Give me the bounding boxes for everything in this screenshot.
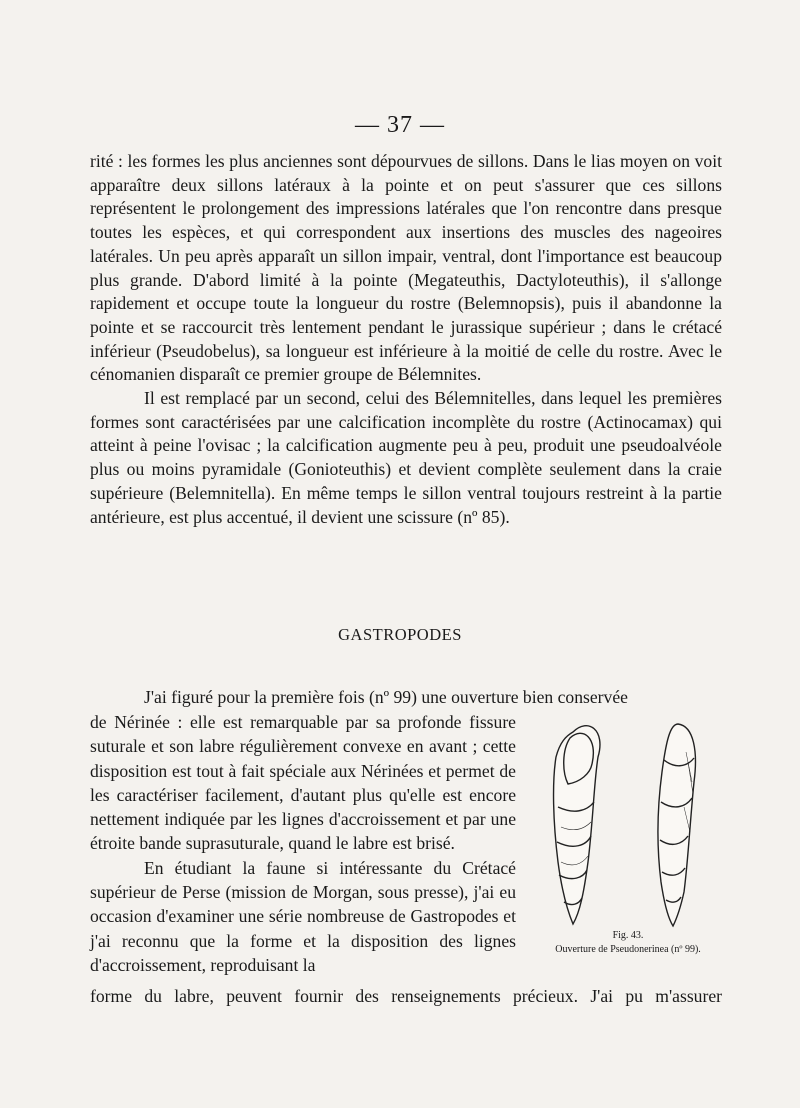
- section-heading-gastropodes: GASTROPODES: [338, 625, 462, 644]
- figure-label: Fig. 43.: [612, 930, 644, 941]
- paragraph-belemnitelles: Il est remplacé par un second, celui des Bélemnitelles, dans lequel les premières formes sont caractérisées par une calcification incomplète du rostre (Actinocamax) qui atteint à peine l'ovisac ; la calcification augmente peu à peu, produit une pseudoalvéole plus ou moins pyramidale (Gonioteuthis) et devient complète seulement dans la craie supérieure (Belemnitella). En même temps le sillon ventral toujours restreint à la partie antérieure, est plus accentué, il devient une scissure (nº 85).: [90, 388, 722, 527]
- paragraph-belemnites-sillons: rité : les formes les plus anciennes sont dépourvues de sillons. Dans le lias moyen on voit apparaître deux sillons latéraux à la pointe et on peut s'assurer que ces sillons représentent le prolongement des impressions latérales que l'on rencontre dans presque toutes les espèces, et qui correspondent aux insertions des muscles des nageoires latérales. Un peu après apparaît un sillon impair, ventral, dont l'importance est beaucoup plus grande. D'abord limité à la pointe (Megateuthis, Dactyloteuthis), il s'allonge rapidement et occupe toute la longueur du rostre (Belemnopsis), puis il abandonne la pointe et se raccourcit très lentement pendant le jurassique supérieur ; dans le crétacé inférieur (Pseudobelus), sa longueur est inférieure à la moitié de celle du rostre. Avec le cénomanien disparaît ce premier groupe de Bélemnites.: [90, 151, 722, 385]
- paragraph-perse: En étudiant la faune si intéressante du Crétacé supérieur de Perse (mission de Morgan, sous presse), j'ai eu occasion d'examiner une série nombreuse de Gastropodes et j'ai reconnu que la forme et la disposition des lignes d'accroissement, reproduisant la: [90, 857, 516, 975]
- figure-caption: Ouverture de Pseudonerinea (nº 99).: [555, 944, 701, 955]
- paragraph-nerinee: de Nérinée : elle est remarquable par sa profonde fissure suturale et son labre régulièrement convexe en avant ; cette disposition est tout à fait spéciale aux Nérinées et permet de les caractériser facilement, d'autant plus qu'elle est encore nettement indiquée par les lignes d'accroissement et par une étroite bande suprasuturale, quand le labre est brisé.: [90, 712, 516, 854]
- paragraph-nerinee-first-line: J'ai figuré pour la première fois (nº 99) une ouverture bien conservée: [144, 687, 628, 707]
- shell-right-drawing: [658, 724, 695, 926]
- shell-left-drawing: [554, 726, 600, 924]
- paragraph-continuation-line: forme du labre, peuvent fournir des renseignements précieux. J'ai pu m'assurer: [90, 986, 722, 1006]
- body-text-top: [90, 150, 722, 529]
- page-number: — 37 —: [355, 112, 445, 138]
- body-text-left-column: [90, 710, 516, 977]
- pseudonerinea-shell-illustration: [528, 712, 728, 962]
